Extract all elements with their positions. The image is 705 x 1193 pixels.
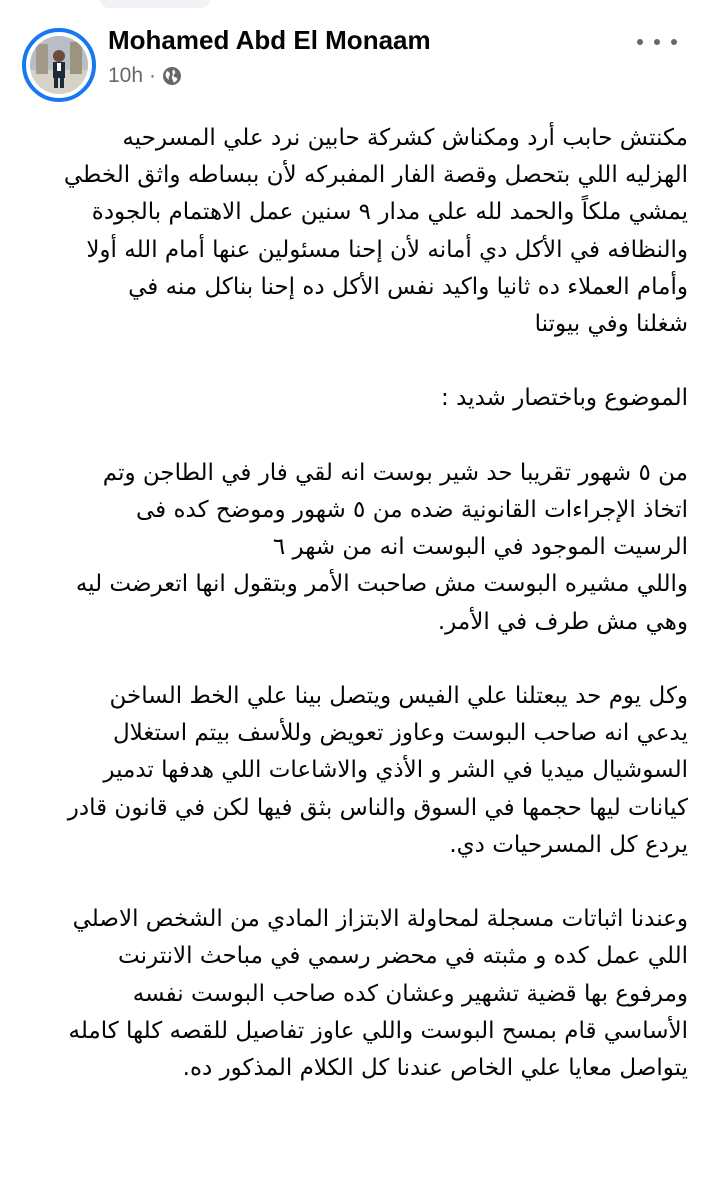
paragraph-gap — [28, 641, 688, 678]
globe-icon[interactable] — [162, 66, 182, 86]
meta-separator: · — [149, 64, 157, 87]
avatar[interactable] — [30, 36, 88, 94]
text-line: يتواصل معايا علي الخاص عندنا كل الكلام المذكور ده. — [182, 1055, 688, 1082]
top-strip — [0, 0, 705, 14]
text-line: وكل يوم حد يبعتلنا علي الفيس ويتصل بينا علي الخط الساخن — [109, 683, 688, 709]
text-line: شغلنا وفي بيوتنا — [534, 311, 688, 338]
post-paragraph-1 — [28, 120, 688, 343]
story-ring[interactable] — [22, 28, 96, 102]
author-name[interactable]: Mohamed Abd El Monaam — [108, 25, 431, 55]
paragraph-gap — [28, 418, 688, 455]
text-line: والنظافه في الأكل دي أمانه لأن إحنا مسئولين عنها أمام الله أولا — [86, 236, 688, 263]
text-line: يمشي ملكاً والحمد لله علي مدار ٩ سنين عمل الاهتمام بالجودة — [91, 199, 688, 226]
text-line: الأساسي قام بمسح البوست واللي عاوز تفاصيل للقصه كلها كامله — [68, 1017, 688, 1044]
post-paragraph-3 — [28, 455, 688, 641]
text-line: السوشيال ميديا في الشر و الأذي والاشاعات اللي هدفها تدمير — [103, 757, 688, 784]
text-line: واللي مشيره البوست مش صاحبت الأمر وبتقول انها اتعرضت ليه — [75, 571, 688, 598]
more-dot — [654, 39, 660, 45]
text-line: كيانات ليها حجمها في السوق والناس بثق فيها لكن في قانون قادر — [67, 794, 688, 821]
text-line: ومرفوع بها قضية تشهير وعشان كده صاحب البوست نفسه — [132, 980, 688, 1007]
avatar-photo — [30, 36, 88, 94]
more-options-icon[interactable] — [637, 32, 677, 52]
text-line: وعندنا اثباتات مسجلة لمحاولة الابتزاز المادي من الشخص الاصلي — [72, 906, 688, 933]
post-paragraph-2 — [28, 380, 688, 417]
text-line: وأمام العملاء ده ثانيا واكيد نفس الأكل ده إحنا بناكل منه في — [128, 273, 688, 300]
post-header — [0, 18, 705, 98]
text-line: يدعي انه صاحب البوست وعاوز تعويض وللأسف بيتم استغلال — [112, 720, 688, 747]
text-line: اللي عمل كده و مثبته في محضر رسمي في مباحث الانترنت — [118, 943, 688, 970]
text-line: الموضوع وباختصار شديد : — [441, 385, 688, 412]
text-line: يردع كل المسرحيات دي. — [449, 831, 688, 858]
text-line: مكنتش حابب أرد ومكناش كشركة حابين نرد علي المسرحيه — [122, 125, 688, 151]
post-text — [28, 120, 688, 1087]
paragraph-gap — [28, 343, 688, 380]
post-meta — [108, 62, 182, 90]
top-bar-fragment — [100, 0, 210, 8]
post-timestamp[interactable]: 10h — [108, 64, 144, 87]
text-line: وهي مش طرف في الأمر. — [437, 608, 688, 635]
text-line: الرسيت الموجود في البوست انه من شهر ٦ — [272, 534, 688, 561]
post-paragraph-5 — [28, 901, 688, 1087]
paragraph-gap — [28, 864, 688, 901]
text-line: اتخاذ الإجراءات القانونية ضده من ٥ شهور وموضح كده فى — [136, 497, 688, 523]
text-line: الهزليه اللي بتحصل وقصة الفار المفبركه لأن ببساطه واثق الخطي — [63, 162, 688, 189]
more-dot — [671, 39, 677, 45]
more-dot — [637, 39, 643, 45]
text-line: من ٥ شهور تقريبا حد شير بوست انه لقي فار في الطاجن وتم — [102, 459, 688, 486]
post-paragraph-4 — [28, 678, 688, 864]
